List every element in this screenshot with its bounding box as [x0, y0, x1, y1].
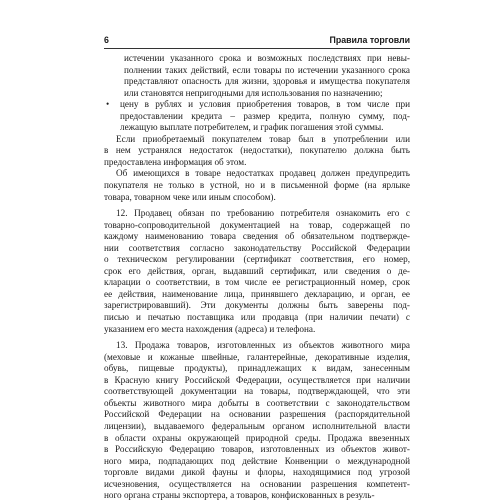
text-line: в Красную книгу Российской Федерации, осуществляется при наличии [104, 374, 410, 385]
text-line: срок его действия, орган, выдавший сертификат, или сведения о де- [104, 265, 410, 276]
running-header [104, 32, 410, 48]
text-line: цену в рублях и условия приобретения товаров, в том числе при [120, 99, 410, 110]
text-line: представляют опасность для жизни, здоровья и имущества покупателя [124, 76, 410, 87]
text-line: или становятся непригодными для использования по назначению; [124, 87, 383, 98]
paragraph [104, 168, 410, 203]
text-line: ного мира, подпадающих под действие Конвенции о международной [104, 455, 410, 466]
document-body [104, 53, 410, 502]
text-line: торговле видами дикой фауны и флоры, находящимися под угрозой [104, 467, 410, 478]
paragraph [104, 208, 410, 335]
paragraph [104, 53, 410, 99]
bullet-line [104, 111, 410, 123]
header-divider [104, 48, 410, 49]
text-line: лежащую выплате потребителем, и график погашения этой суммы. [120, 122, 384, 133]
page-number: 6 [104, 35, 109, 45]
bullet-line [104, 122, 410, 134]
text-line: Об имеющихся в товаре недостатках продавец должен предупредить [116, 168, 410, 179]
text-line: товара, товарном чеке или иным способом). [104, 191, 276, 202]
text-line: обувь, пищевые продукты), принадлежащих к видам, занесенным [104, 363, 410, 374]
text-line: нии соответствия согласно законодательству Российской Федерации [104, 242, 410, 253]
text-line: лицензии), выдаваемого федеральным органом исполнительной власти [104, 420, 410, 431]
text-line: кларации о соответствии, в том числе ее регистрационный номер, срок [104, 277, 410, 288]
text-line: предоставлении кредита – размер кредита, полную сумму, под- [120, 110, 410, 121]
text-line: ее действия, наименование лица, принявшего декларацию, и орган, ее [104, 288, 410, 299]
text-line: (меховые и кожаные швейные, галантерейные, декоративные изделия, [104, 351, 410, 362]
text-line: писью и печатью поставщика или продавца (при наличии печати) с [104, 312, 410, 323]
text-line: истечении указанного срока и возможных последствиях при невы- [124, 53, 410, 63]
paragraph [104, 340, 410, 502]
text-line: Если приобретаемый покупателем товар был в употреблении или [116, 133, 410, 144]
paragraph [104, 99, 410, 134]
text-line: каждому наименованию товара сведения об обязательном подтвержде- [104, 231, 410, 242]
text-line: исчезновения, осуществляется на основании разрешения компетент- [104, 478, 410, 489]
text-line: о техническом регулировании (сертификат соответствия, его номер, [104, 254, 410, 265]
text-line: ного органа страны экспортера, а товаров, конфискованных в резуль- [104, 490, 375, 501]
text-line: в нем устранялся недостаток (недостатки), покупателю должна быть [104, 145, 410, 156]
text-line: объекты животного мира добыты в соответствии с законодательством [104, 397, 410, 408]
bullet-marker [104, 111, 120, 123]
text-line: 12. Продавец обязан по требованию потребителя ознакомить его с [116, 208, 410, 219]
text-line: соответствующей документации на товары, подтверждающей, что эти [104, 386, 410, 397]
text-line: 13. Продажа товаров, изготовленных из объектов животного мира [116, 340, 410, 351]
text-line: Российской Федерации на основании разрешения (распорядительной [104, 409, 410, 420]
bullet-line [104, 99, 410, 111]
text-line: полнении таких действий, если товары по истечении указанного срока [124, 64, 410, 75]
running-title: Правила торговли [329, 35, 410, 45]
bullet-marker: • [106, 99, 110, 110]
bullet-marker [104, 122, 120, 134]
text-line: в Российскую Федерацию товаров, изготовленных из объектов живот- [104, 444, 410, 455]
text-line: товарно-сопроводительной документацией на товар, содержащей по [104, 219, 410, 230]
text-line: в области охраны окружающей природной среды. Продажа ввезенных [104, 432, 410, 443]
text-line: указанием его места нахождения (адреса) и телефона. [104, 323, 316, 334]
text-line: покупателя не только в устной, но и в письменной форме (на ярлыке [104, 180, 410, 191]
paragraph [104, 134, 410, 169]
text-line: предоставлена информация об этом. [104, 156, 247, 167]
text-line: зарегистрировавший). Эти документы должны быть заверены под- [104, 300, 410, 311]
